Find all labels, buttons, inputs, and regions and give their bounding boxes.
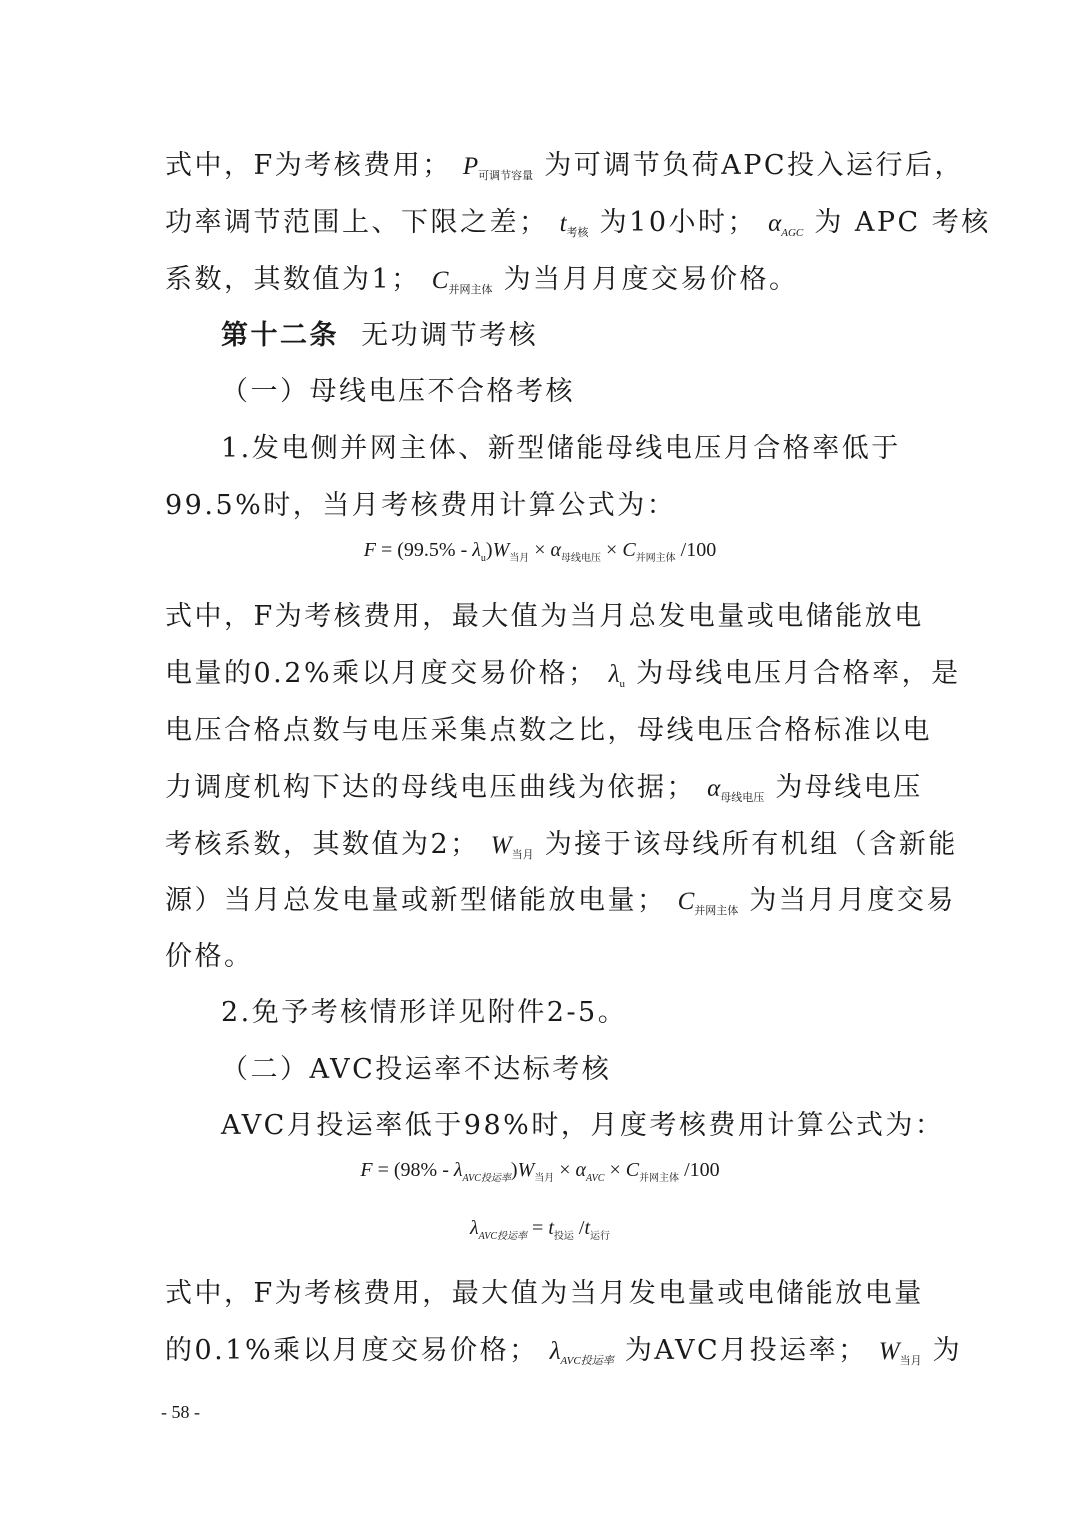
text-segment: 力调度机构下达的母线电压曲线为依据； (165, 772, 696, 803)
text-segment: 源）当月总发电量或新型储能放电量； (165, 885, 667, 916)
text-segment: 式中，F为考核费用； (165, 150, 452, 181)
formula-avc-rate: $\lambda_{AVC投运率} = t_{投运}$ $/t_{运行}$ (469, 1217, 611, 1242)
final-explanation-line-2 (165, 1331, 962, 1381)
explanation-line-2 (165, 654, 961, 704)
variable-c: $C_{并网主体}$ (677, 888, 739, 917)
explanation-line-6 (165, 881, 956, 931)
text-line-2 (165, 203, 991, 253)
text-segment: 为10小时； (599, 207, 757, 238)
paragraph-2: 2.免予考核情形详见附件2-5。 (221, 997, 628, 1028)
article-heading (221, 316, 538, 356)
article-title: 无功调节考核 (361, 320, 539, 351)
paragraph-3: AVC月投运率低于98%时，月度考核费用计算公式为： (221, 1110, 945, 1141)
text-segment: 为可调节负荷APC投入运行后， (544, 150, 965, 181)
formula-bus-voltage: $F = (99.5\% - \lambda_u)W_{当月} \times \alpha_{母线电压} \times C_{并网主体}$ /100 (363, 539, 717, 564)
page-number: - 58 - (161, 1402, 200, 1422)
variable-w: $W_{当月}$ (878, 1338, 922, 1367)
text-segment: 功率调节范围上、下限之差； (165, 207, 549, 238)
text-line-3 (165, 260, 799, 310)
explanation-line-4 (165, 768, 923, 818)
article-number: 第十二条 (221, 320, 339, 351)
variable-c: $C_{并网主体}$ (431, 267, 493, 296)
text-segment: 为 APC 考核 (814, 207, 991, 238)
text-segment: 为当月月度交易 (749, 885, 956, 916)
paragraph-1-line-1: 1.发电侧并网主体、新型储能母线电压月合格率低于 (221, 433, 901, 464)
explanation-line-3: 电压合格点数与电压采集点数之比，母线电压合格标准以电 (165, 715, 932, 746)
text-segment: 系数，其数值为1； (165, 264, 421, 295)
explanation-line-7: 价格。 (165, 941, 254, 972)
explanation-line-1: 式中，F为考核费用，最大值为当月总发电量或电储能放电 (165, 601, 924, 632)
text-segment: 为当月月度交易价格。 (503, 264, 799, 295)
text-segment: 考核系数，其数值为2； (165, 829, 480, 860)
variable-t: $t_{考核}$ (559, 210, 589, 239)
variable-alpha-agc: $\alpha_{AGC}$ (768, 210, 804, 239)
variable-w: $W_{当月}$ (490, 832, 534, 861)
text-segment: 为母线电压 (775, 772, 923, 803)
text-line-1 (165, 146, 964, 196)
variable-alpha-bus: $\alpha_{母线电压}$ (707, 775, 765, 804)
explanation-line-5 (165, 825, 958, 875)
variable-p: $P_{可调节容量}$ (462, 153, 534, 182)
final-explanation-line-1: 式中，F为考核费用，最大值为当月发电量或电储能放电量 (165, 1278, 924, 1309)
text-segment: 为 (932, 1335, 963, 1366)
text-segment: 为接于该母线所有机组（含新能 (544, 829, 958, 860)
section-heading-2: （二）AVC投运率不达标考核 (221, 1054, 612, 1085)
text-segment: 为母线电压月合格率，是 (636, 658, 961, 689)
text-segment: 的0.1%乘以月度交易价格； (165, 1335, 539, 1366)
text-segment: 为AVC月投运率； (624, 1335, 868, 1366)
variable-lambda-u: $\lambda_u$ (608, 661, 626, 690)
text-segment: 电量的0.2%乘以月度交易价格； (165, 658, 598, 689)
section-heading-1: （一）母线电压不合格考核 (221, 376, 575, 407)
paragraph-1-line-2: 99.5%时，当月考核费用计算公式为： (165, 490, 677, 521)
formula-avc: $F = (98\% - \lambda_{AVC投运率})W_{当月} \times \alpha_{AVC} \times C_{并网主体}$ /100 (360, 1159, 720, 1184)
variable-lambda-avc: $\lambda_{AVC投运率}$ (549, 1338, 614, 1367)
